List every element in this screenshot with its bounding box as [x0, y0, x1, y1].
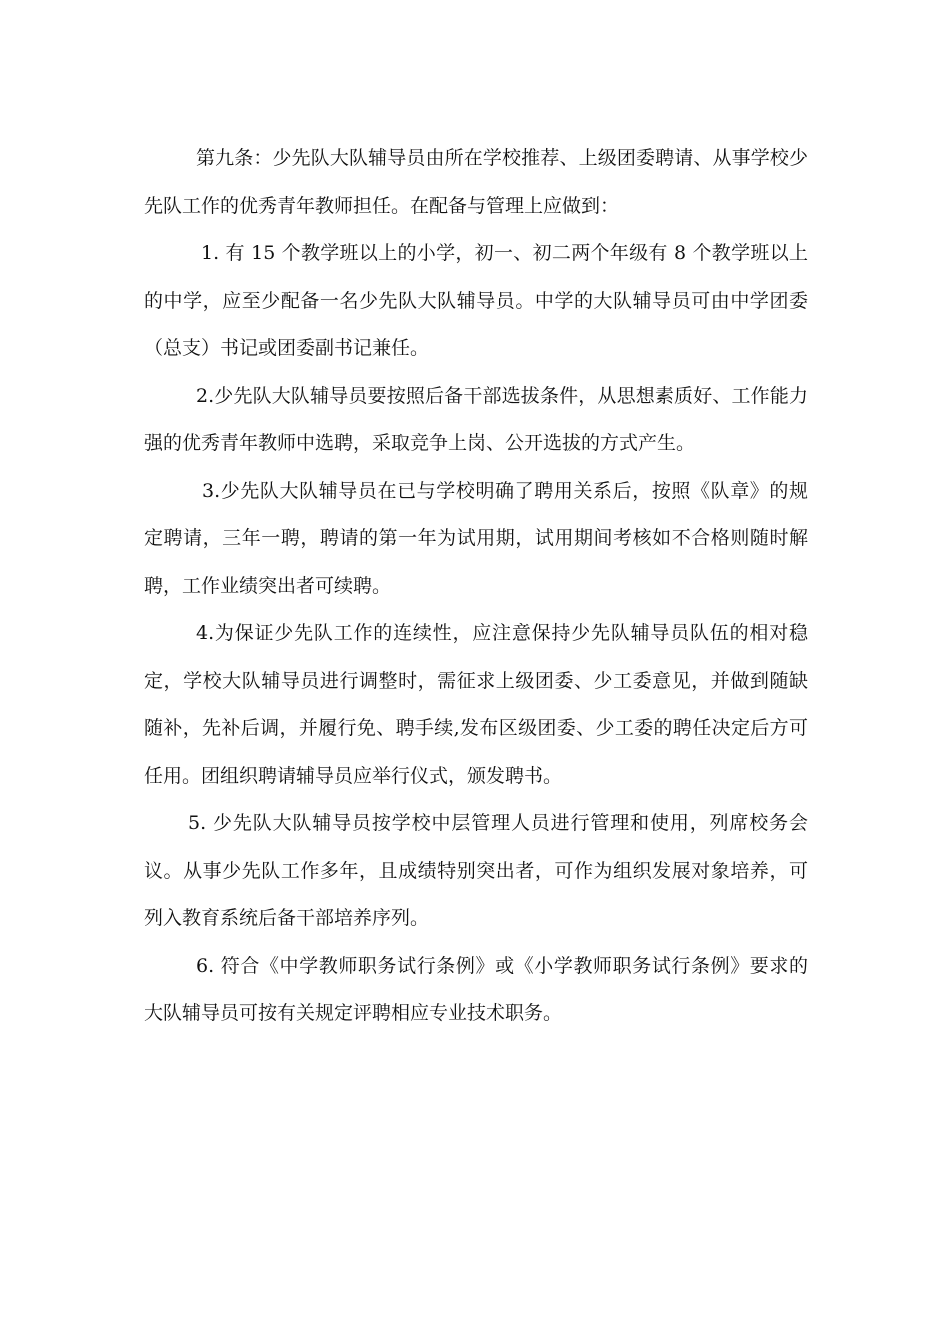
- paragraph-item-3: 3.少先队大队辅导员在已与学校明确了聘用关系后，按照《队章》的规定聘请，三年一聘，聘请的第一年为试用期，试用期间考核如不合格则随时解聘，工作业绩突出者可续聘。: [144, 479, 808, 597]
- paragraph-item-2: 2.少先队大队辅导员要按照后备干部选拔条件，从思想素质好、工作能力强的优秀青年教师中选聘，采取竞争上岗、公开选拔的方式产生。: [144, 384, 808, 454]
- paragraph-item-1: 1. 有 15 个教学班以上的小学，初一、初二两个年级有 8 个教学班以上的中学，应至少配备一名少先队大队辅导员。中学的大队辅导员可由中学团委（总支）书记或团委副书记兼任。: [144, 242, 808, 359]
- paragraph-article-nine: 第九条：少先队大队辅导员由所在学校推荐、上级团委聘请、从事学校少先队工作的优秀青年教师担任。在配备与管理上应做到：: [144, 147, 808, 217]
- paragraph-item-4: 4.为保证少先队工作的连续性，应注意保持少先队辅导员队伍的相对稳定，学校大队辅导员进行调整时，需征求上级团委、少工委意见，并做到随缺随补，先补后调，并履行免、聘手续,发布区级团委、少工委的聘任决定后方可任用。团组织聘请辅导员应举行仪式，颁发聘书。: [144, 622, 808, 787]
- paragraph-item-6: 6. 符合《中学教师职务试行条例》或《小学教师职务试行条例》要求的大队辅导员可按有关规定评聘相应专业技术职务。: [144, 954, 808, 1024]
- document-body: [144, 135, 808, 1038]
- paragraph-item-5: 5. 少先队大队辅导员按学校中层管理人员进行管理和使用，列席校务会议。从事少先队工作多年，且成绩特别突出者，可作为组织发展对象培养，可列入教育系统后备干部培养序列。: [144, 812, 808, 929]
